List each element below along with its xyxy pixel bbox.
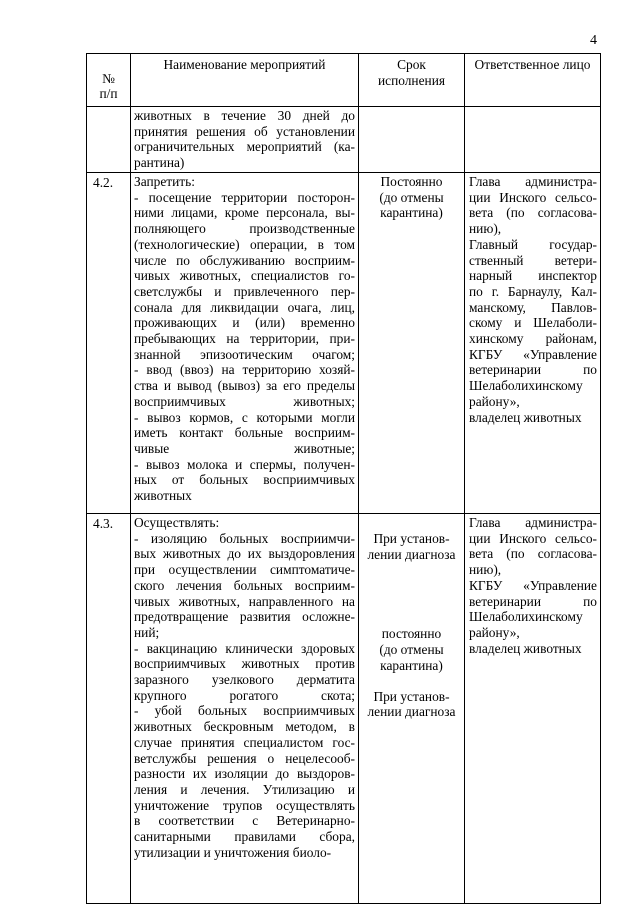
term-text-line: (до отмены [379,189,444,205]
responsible-text-line: нию), [469,562,502,578]
header-name-text: Наименование мероприятий [163,57,326,72]
row0-num-cell [87,107,131,173]
responsible-text-line: по г. Барнаулу, Кал- [469,283,597,299]
measure-text-line: ления и лечения. Утилизацию и [134,781,355,797]
measures-table [86,53,601,904]
header-term-line1: Срок [397,57,426,72]
responsible-text-line: скому и Шелаболи- [469,315,597,331]
responsible-text-line: району», [469,393,520,409]
measure-text-line: восприимчивых животных; [134,393,355,409]
measure-text-line: ними лицами, кроме персонала, вы- [134,205,355,221]
responsible-text-line: Глава администра- [469,515,597,530]
header-responsible [465,54,601,107]
measure-text-line: принятия решения об установлении [134,123,355,139]
responsible-text-line: ветеринарии по [469,593,597,609]
responsible-text-line: Главный государ- [469,236,597,252]
table-row [87,514,601,904]
term-text-line: лении диагноза [367,704,456,720]
measure-text-line: - посещение территории посторон- [134,189,355,205]
responsible-text-line: КГБУ «Управление [469,577,597,593]
row0-name-cell [131,107,359,173]
measure-text-line: ний; [134,624,160,640]
header-term [359,54,465,107]
measure-text-line: разности их изоляции до выздоров- [134,766,355,782]
row0-resp-cell [465,107,601,173]
row1-name-cell [131,173,359,514]
measure-text-line: - ввод (ввоз) на территорию хозяй- [134,362,355,378]
measure-text-line: ветслужбы решения о нецелесооб- [134,750,355,766]
measure-text-line: полняющего производственные [134,221,355,237]
header-term-line2: исполнения [377,72,446,88]
responsible-text-line: ветеринарии по [469,362,597,378]
page-number: 4 [590,33,597,48]
responsible-text-line: ции Инского сельсо- [469,189,597,205]
measure-text-line: числе по обслуживанию восприим- [134,252,355,268]
row1-num-cell: 4.2. [87,173,131,514]
measure-text-line: ства и вывод (вывоз) за его пределы [134,378,355,394]
measure-text-line: проживающих и (или) временно [134,315,355,331]
table-header-row [87,54,601,107]
table-row [87,173,601,514]
row2-num-cell: 4.3. [87,514,131,904]
measure-text-line: - вывоз кормов, с которыми могли [134,409,355,425]
term-text-line: Постоянно [380,174,443,189]
responsible-text-line: Шелаболихинскому [469,609,583,625]
measure-text-line: ского лечения больных восприим- [134,577,355,593]
header-number-line1: № [102,70,115,86]
measure-text-line: чивых животных, специалистов го- [134,268,355,284]
measure-text-line: Запретить: [134,174,195,189]
term-text-line: карантина) [380,657,443,673]
responsible-text-line: Глава администра- [469,174,597,189]
measure-text-line: - убой больных восприимчивых [134,703,355,719]
header-number [87,54,131,107]
measure-text-line: иметь контакт больные восприим- [134,425,355,441]
term-text-line: (до отмены [379,642,444,658]
responsible-text-line: владелец животных [469,409,582,425]
measure-text-line: при осуществлении симптоматиче- [134,562,355,578]
term-text-line: При установ- [373,531,450,546]
measure-text-line: крупного рогатого скота; [134,687,355,703]
measure-text-line: ных от больных восприимчивых [134,472,355,488]
row2-resp-cell [465,514,601,904]
row0-term-cell [359,107,465,173]
measure-text-line: утилизации и уничтожения биоло- [134,844,332,860]
measure-text-line: вых животных до их выздоровления [134,546,355,562]
row1-term-cell [359,173,465,514]
measure-text-line: - вывоз молока и спермы, получен- [134,456,355,472]
header-name [131,54,359,107]
responsible-text-line: району», [469,624,520,640]
responsible-text-line: КГБУ «Управление [469,346,597,362]
measure-text-line: - вакцинацию клинически здоровых [134,640,355,656]
responsible-text-line: хинскому районам, [469,331,597,347]
row2-term-cell [359,514,465,904]
header-responsible-text: Ответственное лицо [474,57,591,72]
measure-text-line: пребывающих на территории, при- [134,331,355,347]
responsible-text-line: нию), [469,221,502,237]
measure-text-line: светслужбы и привлеченного пер- [134,283,355,299]
row1-resp-cell [465,173,601,514]
term-text-line: При установ- [373,688,450,704]
measure-text-line: Осуществлять: [134,515,220,530]
term-text-line: постоянно [381,626,442,642]
measure-text-line: - изоляцию больных восприимчи- [134,530,355,546]
measure-text-line: санитарными правилами сбора, [134,829,355,845]
measure-text-line: в соответствии с Ветеринарно- [134,813,355,829]
responsible-text-line: вета (по согласова- [469,205,597,221]
table-row [87,107,601,173]
measure-text-line: сонала для ликвидации очага, лиц, [134,299,355,315]
measure-text-line: (технологические) операции, в том [134,236,355,252]
measure-text-line: животных бескровным методом, в [134,719,355,735]
measure-text-line: чивых животных, направленного на [134,593,355,609]
responsible-text-line: Шелаболихинскому [469,378,583,394]
measure-text-line: заразного узелкового дерматита [134,672,355,688]
measure-text-line: знанной эпизоотическим очагом; [134,346,355,362]
responsible-text-line: ции Инского сельсо- [469,530,597,546]
measure-text-line: уничтожение трупов осуществлять [134,797,355,813]
responsible-text-line: вета (по согласова- [469,546,597,562]
measure-text-line: животных [134,488,192,504]
responsible-text-line: владелец животных [469,640,582,656]
responsible-text-line: манскому, Павлов- [469,299,597,315]
header-number-line2: п/п [99,86,118,102]
term-text-line: лении диагноза [367,546,456,562]
responsible-text-line: ственный ветери- [469,252,597,268]
term-text-line: карантина) [380,205,443,221]
measure-text-line: восприимчивых животных против [134,656,355,672]
measure-text-line: животных в течение 30 дней до [134,108,355,123]
measure-text-line: случае принятия специалистом гос- [134,734,355,750]
measure-text-line: предотвращение развития осложне- [134,609,355,625]
measure-text-line: ограничительных мероприятий (ка- [134,139,355,155]
row2-name-cell [131,514,359,904]
measure-text-line: чивые животные; [134,440,355,456]
measure-text-line: рантина) [134,155,185,171]
responsible-text-line: нарный инспектор [469,268,597,284]
